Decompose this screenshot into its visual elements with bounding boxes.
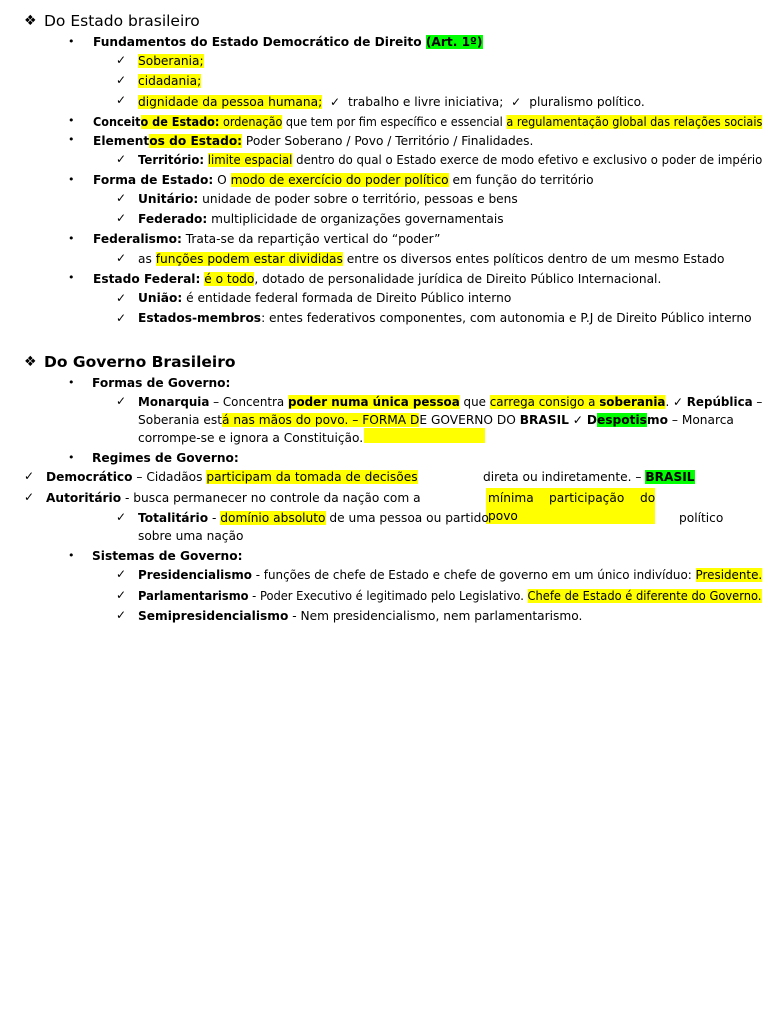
bullet-icon: • <box>68 173 75 186</box>
sistemas-governo-heading: Sistemas de Governo: <box>92 549 243 563</box>
formas-governo-heading: Formas de Governo: <box>92 376 231 390</box>
check-icon: ✓ <box>116 251 127 265</box>
bullet-icon: • <box>68 114 75 127</box>
bullet-icon: • <box>68 271 75 284</box>
bullet-icon: • <box>68 232 75 245</box>
highlight-block <box>364 428 485 443</box>
check-icon: ✓ <box>116 191 127 205</box>
check-icon: ✓ <box>511 95 522 109</box>
diamond-bullet-icon: ❖ <box>24 354 37 370</box>
democratico-item-cont: direta ou indiretamente. – BRASIL <box>483 470 695 484</box>
autoritario-word: mínima <box>488 491 534 505</box>
democratico-item: Democrático – Cidadãos participam da tomada de decisões <box>46 470 418 484</box>
territorio-item: Território: limite espacial dentro do qual o Estado exerce de modo efetivo e exclusivo o poder de império <box>138 153 763 167</box>
federado-item: Federado: multiplicidade de organizações governamentais <box>138 212 504 226</box>
uniao-item: União: é entidade federal formada de Direito Público interno <box>138 291 512 305</box>
section-title-estado: Do Estado brasileiro <box>44 12 200 30</box>
bullet-icon: • <box>68 376 75 389</box>
semipresidencialismo-item: Semipresidencialismo - Nem presidencialismo, nem parlamentarismo. <box>138 609 583 623</box>
monarquia-line-3: corrompe-se e ignora a Constituição. <box>138 431 364 445</box>
dignidade-item: dignidade da pessoa humana; ✓ trabalho e livre iniciativa; ✓ pluralismo político. <box>138 95 645 109</box>
totalitario-item: Totalitário - domínio absoluto de uma pessoa ou partido <box>138 511 489 525</box>
autoritario-word: do <box>640 491 656 505</box>
check-icon: ✓ <box>24 490 35 504</box>
elementos-line: Elementos do Estado: Poder Soberano / Povo / Território / Finalidades. <box>93 134 534 148</box>
federalismo-line: Federalismo: Trata-se da repartição vertical do “poder” <box>93 232 441 246</box>
presidencialismo-item: Presidencialismo - funções de chefe de Estado e chefe de governo em um único indivíduo: Presidente. <box>138 568 763 582</box>
check-icon: ✓ <box>116 588 127 602</box>
bullet-icon: • <box>68 35 75 48</box>
monarquia-line-2: Soberania está nas mãos do povo. – FORMA DE GOVERNO DO BRASIL ✓ Despotismo – Monarca <box>138 413 734 427</box>
check-icon: ✓ <box>116 567 127 581</box>
autoritario-word: povo <box>488 509 518 523</box>
check-icon: ✓ <box>116 291 127 305</box>
check-icon: ✓ <box>116 73 127 87</box>
funcoes-item: as funções podem estar divididas entre os diversos entes políticos dentro de um mesmo Estado <box>138 252 725 266</box>
check-icon: ✓ <box>329 95 340 109</box>
section-title-governo: Do Governo Brasileiro <box>44 353 236 371</box>
check-icon: ✓ <box>116 510 127 524</box>
fundamentos-line: Fundamentos do Estado Democrático de Direito (Art. 1º) <box>93 35 483 49</box>
monarquia-line-1: Monarquia – Concentra poder numa única pessoa que carrega consigo a soberania. ✓ República – <box>138 395 763 409</box>
forma-estado-line: Forma de Estado: O modo de exercício do poder político em função do território <box>93 173 594 187</box>
check-icon: ✓ <box>116 608 127 622</box>
check-icon: ✓ <box>116 53 127 67</box>
bullet-icon: • <box>68 451 75 464</box>
conceito-line: Conceito de Estado: ordenação que tem por fim específico e essencial a regulamentação global das relações sociais <box>93 115 763 129</box>
bullet-icon: • <box>68 133 75 146</box>
check-icon: ✓ <box>116 311 127 325</box>
totalitario-item-cont: sobre uma nação <box>138 529 244 543</box>
diamond-bullet-icon: ❖ <box>24 13 37 29</box>
parlamentarismo-item: Parlamentarismo - Poder Executivo é legitimado pelo Legislativo. Chefe de Estado é diferente do Governo. <box>138 589 762 603</box>
check-icon: ✓ <box>116 152 127 166</box>
autoritario-item: Autoritário - busca permanecer no controle da nação com a <box>46 491 421 505</box>
estado-federal-line: Estado Federal: é o todo, dotado de personalidade jurídica de Direito Público Internacional. <box>93 272 662 286</box>
check-icon: ✓ <box>24 469 35 483</box>
check-icon: ✓ <box>116 93 127 107</box>
unitario-item: Unitário: unidade de poder sobre o território, pessoas e bens <box>138 192 518 206</box>
check-icon: ✓ <box>116 211 127 225</box>
check-icon: ✓ <box>116 394 127 408</box>
regimes-governo-heading: Regimes de Governo: <box>92 451 239 465</box>
art-highlight: (Art. 1º) <box>425 35 483 49</box>
bullet-icon: • <box>68 549 75 562</box>
cidadania-item: cidadania; <box>138 74 202 88</box>
autoritario-word: participação <box>549 491 625 505</box>
autoritario-word: político <box>679 511 724 525</box>
estados-membros-item: Estados-membros: entes federativos componentes, com autonomia e P.J de Direito Público interno <box>138 311 752 325</box>
soberania-item: Soberania; <box>138 54 204 68</box>
